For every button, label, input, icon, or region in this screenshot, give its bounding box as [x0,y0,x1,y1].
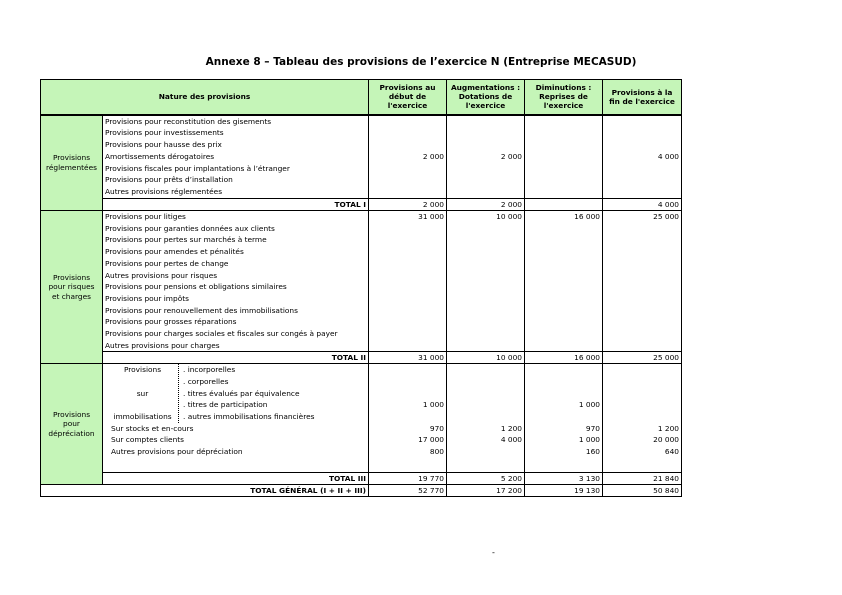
value-cell: 16 000 [574,212,601,222]
list-item: Autres provisions pour risques [105,270,218,280]
header-debut [369,80,447,115]
items-reglementees [103,115,369,199]
list-item: Autres provisions pour dépréciation [111,447,243,457]
items-risques-charges [103,211,369,352]
list-item: Provisions pour hausse des prix [105,140,222,150]
value-cell: 10 000 [496,212,523,222]
provisions-table [40,79,682,497]
total-value: 4 000 [603,199,682,211]
total-label: TOTAL III [103,472,369,484]
header-dim-l2: Reprises de [539,92,588,102]
total-row-3 [41,472,682,484]
list-item: Autres provisions réglementées [105,187,223,197]
value-cell: 1 200 [500,423,523,433]
value-cell: 25 000 [653,212,680,222]
list-item: Provisions pour pertes de change [105,258,229,268]
header-aug-l2: Dotations de [458,92,513,102]
value-cell: 1 000 [422,400,445,410]
list-item: Sur comptes clients [111,435,185,445]
category-depreciation [41,364,103,485]
total-value: 31 000 [369,352,447,364]
value-cell: 1 000 [578,435,601,445]
total-value: 5 200 [447,472,525,484]
debut-values [369,211,447,352]
value-cell: 20 000 [653,435,680,445]
list-item: Provisions pour amendes et pénalités [105,247,244,257]
immo-label-line: immobilisations [113,412,172,422]
fin-values [603,211,682,352]
header-fin-l1: Provisions à la [611,87,673,97]
value-cell: 800 [429,447,445,457]
value-cell: 160 [585,447,601,457]
value-cell: 17 000 [418,435,445,445]
grand-total-row [41,484,682,496]
fin-values [603,364,682,473]
value-cell: 640 [664,447,680,457]
total-value: 3 130 [525,472,603,484]
category-label-line: pour risques [48,282,95,292]
value-cell: 1 200 [657,423,680,433]
value-cell: 970 [585,423,601,433]
list-item: Provisions pour grosses réparations [105,317,237,327]
document-title: Annexe 8 – Tableau des provisions de l’exercice N (Entreprise MECASUD) [205,56,637,68]
header-augmentations [447,80,525,115]
list-item: Autres provisions pour charges [105,340,220,350]
header-diminutions [525,80,603,115]
category-label-line: Provisions [52,409,91,419]
section-risques-charges [41,211,682,352]
grand-total-value: 52 770 [369,484,447,496]
section-reglementees [41,115,682,199]
header-dim-l1: Diminutions : [535,83,592,93]
immo-label-line: Provisions [123,365,162,375]
immobilisations-group [107,364,366,422]
list-item: Provisions pour prêts d’installation [105,175,233,185]
aug-values [447,211,525,352]
list-item: Provisions pour investissements [105,128,224,138]
category-label-line: pour [63,419,80,429]
list-item: Provisions pour impôts [105,293,189,303]
header-debut-l3: l'exercice [387,101,428,111]
grand-total-value: 50 840 [603,484,682,496]
footer-mark: - [492,548,495,557]
total-value: 19 770 [369,472,447,484]
value-cell: 4 000 [500,435,523,445]
header-fin-l2: fin de l'exercice [609,96,675,106]
total-value: 2 000 [369,199,447,211]
grand-total-value: 19 130 [525,484,603,496]
total-value: 10 000 [447,352,525,364]
dim-values [525,364,603,473]
value-cell: 4 000 [657,151,680,161]
total-value: 2 000 [447,199,525,211]
total-row-1 [41,199,682,211]
list-item: Provisions pour garanties données aux clients [105,223,275,233]
category-label-line: Provisions [52,153,91,163]
header-row [41,80,682,115]
grand-total-value: 17 200 [447,484,525,496]
list-item: Provisions pour pensions et obligations similaires [105,282,287,292]
list-item: Provisions pour pertes sur marchés à terme [105,235,267,245]
total-value: 16 000 [525,352,603,364]
dim-values [525,115,603,199]
immobilisations-label [107,364,179,422]
header-fin [603,80,682,115]
value-cell: 1 000 [578,400,601,410]
value-cell: 2 000 [500,151,523,161]
items-depreciation [103,364,369,473]
total-label: TOTAL I [103,199,369,211]
total-value: 25 000 [603,352,682,364]
total-value [525,199,603,211]
list-item: . corporelles [183,377,229,387]
header-dim-l3: l'exercice [543,101,584,111]
total-value: 21 840 [603,472,682,484]
list-item: . titres évalués par équivalence [183,388,300,398]
list-item: Provisions pour litiges [105,212,186,222]
section-depreciation [41,364,682,473]
list-item: Sur stocks et en-cours [111,423,194,433]
header-aug-l3: l'exercice [465,101,506,111]
dim-values [525,211,603,352]
total-label: TOTAL II [103,352,369,364]
value-cell: 31 000 [418,212,445,222]
grand-total-label: TOTAL GÉNÉRAL (I + II + III) [41,484,369,496]
debut-values [369,115,447,199]
list-item: Provisions pour renouvellement des immobilisations [105,305,298,315]
header-aug-l1: Augmentations : [450,83,521,93]
list-item: . autres immobilisations financières [183,412,315,422]
debut-values [369,364,447,473]
list-item: Provisions fiscales pour implantations à l’étranger [105,163,290,173]
immo-label-line: sur [136,388,149,398]
category-reglementees [41,115,103,211]
header-nature: Nature des provisions [41,80,369,115]
fin-values [603,115,682,199]
list-item: Provisions pour charges sociales et fiscales sur congés à payer [105,328,338,338]
value-cell: 2 000 [422,151,445,161]
category-label-line: Provisions [52,272,91,282]
list-item: . titres de participation [183,400,268,410]
aug-values [447,115,525,199]
value-cell: 970 [429,423,445,433]
list-item: . incorporelles [183,365,236,375]
immobilisations-list [179,364,366,422]
list-item: Provisions pour reconstitution des gisements [105,116,272,126]
category-label-line: et charges [51,291,92,301]
category-label-line: dépréciation [48,428,95,438]
header-debut-l2: début de [388,92,427,102]
header-debut-l1: Provisions au [379,83,436,93]
aug-values [447,364,525,473]
category-label-line: réglementées [46,162,97,172]
total-row-2 [41,352,682,364]
list-item: Amortissements dérogatoires [105,151,215,161]
category-risques-charges [41,211,103,364]
